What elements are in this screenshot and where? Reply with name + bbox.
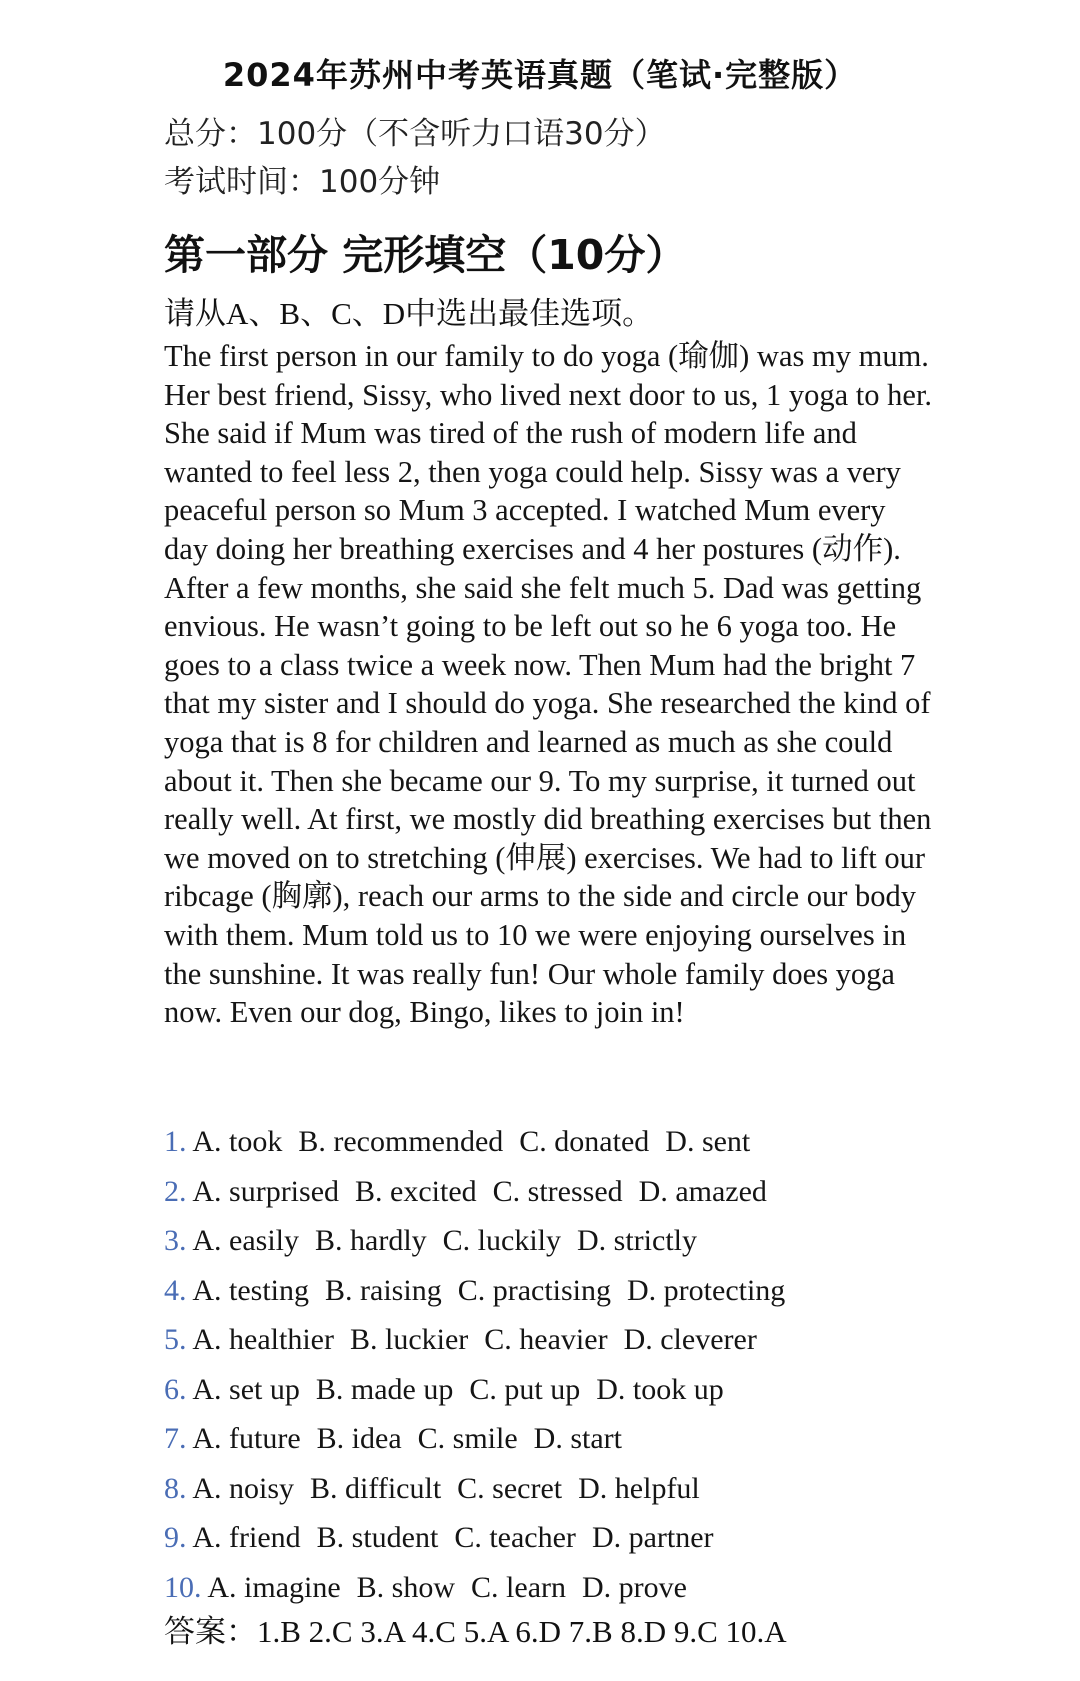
- option-a: A. friend: [192, 1521, 301, 1554]
- option-d: D. protecting: [627, 1273, 786, 1307]
- question-number: 7.: [164, 1422, 187, 1455]
- question-row: [164, 1266, 801, 1316]
- option-c: C. stressed: [492, 1174, 623, 1208]
- option-d: D. cleverer: [623, 1323, 757, 1356]
- question-number: 6.: [164, 1372, 187, 1406]
- option-d: D. helpful: [578, 1471, 700, 1505]
- question-row: [164, 1563, 801, 1613]
- option-a: A. set up: [192, 1372, 300, 1406]
- question-row: [164, 1365, 801, 1415]
- option-b: B. show: [356, 1570, 456, 1604]
- option-a: A. testing: [192, 1273, 310, 1307]
- question-row: [164, 1117, 801, 1167]
- option-b: B. excited: [355, 1174, 477, 1208]
- option-a: A. surprised: [192, 1174, 340, 1208]
- question-number: 2.: [164, 1174, 187, 1208]
- cloze-passage: The first person in our family to do yoga (瑜伽) was my mum. Her best friend, Sissy, who lived next door to us, 1 yoga to her. She said if Mum was tired of the rush of modern life and wanted to feel less 2, then yoga could help. Sissy was a very peaceful person so Mum 3 accepted. I watched Mum every day doing her breathing exercises and 4 her postures (动作). After a few months, she said she felt much 5. Dad was getting envious. He wasn’t going to be left out so he 6 yoga too. He goes to a class twice a week now. Then Mum had the bright 7 that my sister and I should do yoga. She researched the kind of yoga that is 8 for children and learned as much as she could about it. Then she became our 9. To my surprise, it turned out really well. At first, we mostly did breathing exercises but then we moved on to stretching (伸展) exercises. We had to lift our ribcage (胸廓), reach our arms to the side and circle our body with them. Mum told us to 10 we were enjoying ourselves in the sunshine. It was really fun! Our whole family does yoga now. Even our dog, Bingo, likes to join in!: [164, 339, 933, 1030]
- question-number: 9.: [164, 1521, 187, 1554]
- section-title: 第一部分 完形填空（10分）: [164, 231, 687, 279]
- option-d: D. partner: [591, 1521, 714, 1554]
- option-c: C. smile: [417, 1422, 518, 1455]
- option-b: B. hardly: [315, 1224, 427, 1257]
- option-c: C. donated: [519, 1125, 650, 1158]
- option-c: C. learn: [471, 1570, 566, 1604]
- option-b: B. idea: [316, 1422, 402, 1455]
- option-a: A. future: [192, 1422, 301, 1455]
- option-a: A. took: [192, 1125, 283, 1158]
- question-row: [164, 1216, 801, 1266]
- question-number: 1.: [164, 1125, 187, 1158]
- question-row: [164, 1167, 801, 1217]
- section-instruction: 请从A、B、C、D中选出最佳选项。: [164, 296, 654, 331]
- option-d: D. sent: [665, 1125, 751, 1158]
- option-c: C. teacher: [454, 1521, 576, 1554]
- total-score-line: 总分：100分（不含听力口语30分）: [164, 116, 666, 152]
- option-b: B. made up: [315, 1372, 454, 1406]
- option-a: A. healthier: [192, 1323, 334, 1356]
- question-row: [164, 1315, 801, 1365]
- answer-label: 答案：: [164, 1614, 257, 1650]
- page-title: 2024年苏州中考英语真题（笔试·完整版）: [222, 56, 858, 94]
- option-c: C. heavier: [484, 1323, 608, 1356]
- answer-text: 1.B 2.C 3.A 4.C 5.A 6.D 7.B 8.D 9.C 10.A: [257, 1614, 787, 1649]
- question-list: [164, 1117, 801, 1612]
- option-b: B. raising: [325, 1273, 442, 1307]
- option-c: C. put up: [469, 1372, 581, 1406]
- option-b: B. difficult: [310, 1471, 442, 1505]
- option-b: B. recommended: [298, 1125, 504, 1158]
- option-d: D. took up: [596, 1372, 724, 1406]
- question-number: 5.: [164, 1323, 187, 1356]
- exam-time-line: 考试时间：100分钟: [164, 164, 441, 200]
- question-number: 10.: [164, 1570, 202, 1604]
- question-row: [164, 1464, 801, 1514]
- option-d: D. start: [533, 1422, 622, 1455]
- question-number: 8.: [164, 1471, 187, 1505]
- question-number: 4.: [164, 1273, 187, 1307]
- option-b: B. luckier: [349, 1323, 469, 1356]
- option-a: A. imagine: [207, 1570, 341, 1604]
- option-c: C. luckily: [442, 1224, 561, 1257]
- option-d: D. strictly: [577, 1224, 697, 1257]
- option-b: B. student: [316, 1521, 439, 1554]
- answer-key: [164, 1606, 787, 1651]
- option-c: C. practising: [457, 1273, 612, 1307]
- question-row: [164, 1513, 801, 1563]
- option-d: D. amazed: [638, 1174, 767, 1208]
- option-a: A. easily: [192, 1224, 299, 1257]
- option-a: A. noisy: [192, 1471, 295, 1505]
- question-row: [164, 1414, 801, 1464]
- option-d: D. prove: [582, 1570, 687, 1604]
- option-c: C. secret: [457, 1471, 563, 1505]
- question-number: 3.: [164, 1224, 187, 1257]
